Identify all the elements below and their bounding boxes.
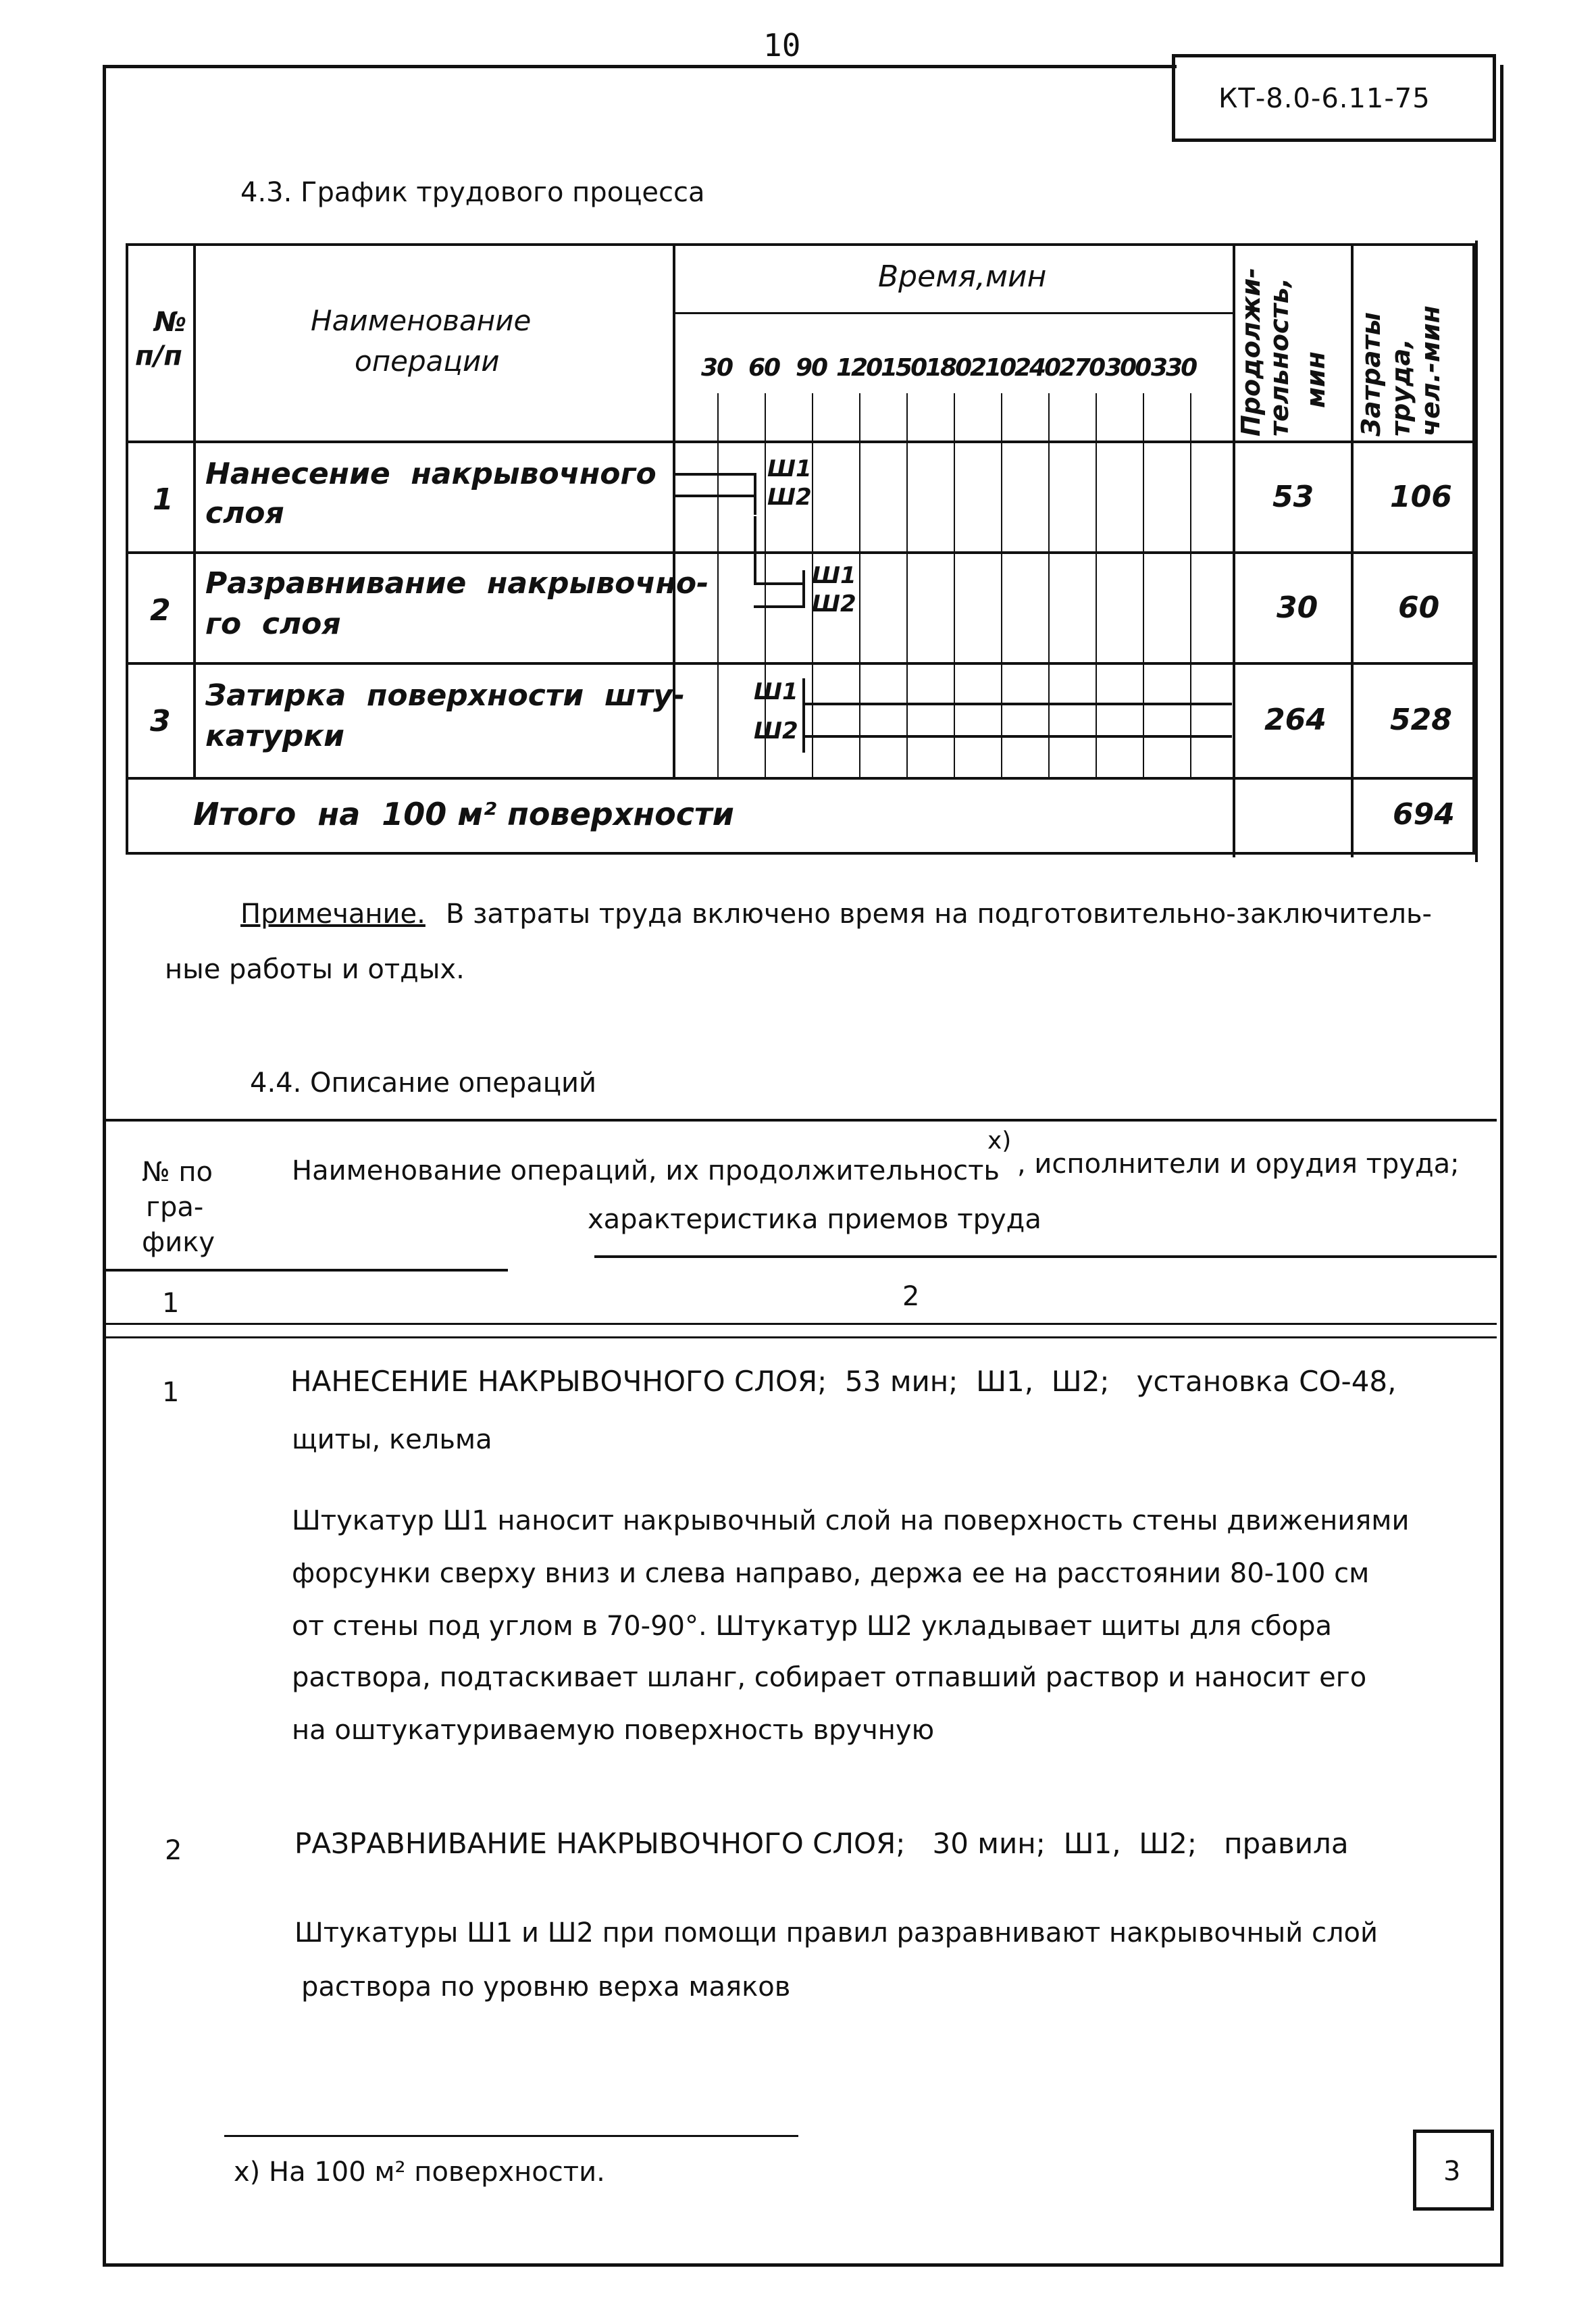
col-labor-line3: чел.-мин — [1416, 305, 1445, 436]
op-title-line2: щиты, кельма — [292, 1424, 492, 1455]
col-num-top: № — [154, 307, 187, 338]
op-number: 2 — [165, 1835, 182, 1866]
gantt-bar-row2-w2 — [754, 605, 805, 608]
ops-col1-header-line2: гра- — [146, 1192, 204, 1223]
gantt-bar-row3-w2 — [802, 735, 1232, 738]
row-duration: 53 — [1272, 480, 1314, 514]
row-name-line1: Нанесение накрывочного — [205, 457, 657, 491]
doc-code: КТ-8.0-6.11-75 — [1218, 83, 1431, 114]
page-number: 10 — [763, 27, 801, 64]
row-duration: 264 — [1264, 703, 1327, 737]
worker-label: Ш1 — [812, 562, 856, 589]
row-labor: 106 — [1390, 480, 1452, 514]
footnote: x) На 100 м² поверхности. — [234, 2157, 605, 2188]
frame-top-line — [103, 65, 1177, 68]
time-tick: 60 — [748, 354, 780, 382]
row-number: 2 — [150, 593, 171, 628]
doc-code-box — [1172, 54, 1496, 142]
row-name-line2: катурки — [205, 719, 344, 753]
worker-label: Ш1 — [754, 678, 798, 705]
op-text-line: на оштукатуриваемую поверхность вручную — [292, 1715, 935, 1746]
time-tick: 150 — [881, 354, 926, 382]
op-text-line: форсунки сверху вниз и слева направо, держа ее на расстоянии 80-100 см — [292, 1558, 1370, 1589]
time-tick: 180 — [925, 354, 971, 382]
op-text-line: Штукатуры Ш1 и Ш2 при помощи правил разравнивают накрывочный слой — [294, 1917, 1379, 1948]
time-tick: 210 — [970, 354, 1015, 382]
row-name-line2: го слоя — [205, 607, 341, 641]
col-labor-line1: Затраты — [1356, 312, 1386, 436]
gantt-bar-row1-w1 — [675, 473, 756, 476]
time-tick: 240 — [1014, 354, 1060, 382]
worker-label: Ш2 — [812, 590, 856, 618]
ops-col2-header-line1: Наименование операций, их продолжительность — [292, 1155, 1000, 1186]
schedule-table — [126, 243, 1475, 855]
total-label: Итого на 100 м² поверхности — [193, 796, 734, 832]
row-labor: 60 — [1398, 590, 1440, 625]
section-44-title: 4.4. Описание операций — [250, 1067, 597, 1099]
time-tick: 270 — [1059, 354, 1104, 382]
op-text-line: раствора, подтаскивает шланг, собирает отпавший раствор и наносит его — [292, 1662, 1367, 1693]
worker-label: Ш2 — [767, 484, 812, 511]
ops-col-index-2: 2 — [902, 1281, 920, 1312]
col-labor-line2: труда, — [1386, 338, 1416, 436]
ops-col1-header-line1: № по — [142, 1157, 213, 1188]
ops-col1-header-line3: фику — [142, 1227, 215, 1258]
row-duration: 30 — [1277, 590, 1318, 625]
op-text-line: Штукатур Ш1 наносит накрывочный слой на поверхность стены движениями — [292, 1505, 1410, 1536]
col-duration-line2: тельность, — [1264, 277, 1294, 436]
col-name-line2: операции — [355, 345, 500, 378]
op-text-line: раствора по уровню верха маяков — [301, 1971, 791, 2003]
op-title: НАНЕСЕНИЕ НАКРЫВОЧНОГО СЛОЯ; 53 мин; Ш1, Ш2; установка СО-48, — [290, 1365, 1397, 1398]
col-duration-line3: мин — [1301, 351, 1331, 408]
row-labor: 528 — [1390, 703, 1452, 737]
note-label: Примечание. — [240, 899, 426, 930]
gantt-bar-row2-w1 — [754, 582, 805, 585]
row-name-line2: слоя — [205, 496, 284, 530]
col-time-header: Время,мин — [878, 259, 1047, 294]
ops-col2-header-line1b: , исполнители и орудия труда; — [1017, 1149, 1460, 1180]
time-tick: 30 — [701, 354, 733, 382]
op-text-line: от стены под углом в 70-90°. Штукатур Ш2 укладывает щиты для сбора — [292, 1611, 1332, 1642]
row-name-line1: Разравнивание накрывочно- — [205, 566, 709, 601]
section-43-title: 4.3. График трудового процесса — [240, 177, 705, 208]
time-tick: 300 — [1105, 354, 1150, 382]
gantt-bar-row3-w1 — [802, 703, 1232, 705]
row-name-line1: Затирка поверхности шту- — [205, 678, 686, 713]
footnote-rule — [224, 2135, 798, 2137]
row-number: 1 — [153, 482, 174, 517]
time-tick: 120 — [836, 354, 881, 382]
total-value: 694 — [1393, 797, 1455, 832]
col-name-line1: Наименование — [311, 304, 532, 337]
note-line2: ные работы и отдых. — [165, 954, 465, 985]
op-title: РАЗРАВНИВАНИЕ НАКРЫВОЧНОГО СЛОЯ; 30 мин; Ш1, Ш2; правила — [294, 1827, 1349, 1860]
worker-label: Ш2 — [754, 718, 798, 745]
ops-col-index-1: 1 — [162, 1288, 180, 1319]
time-tick: 90 — [796, 354, 827, 382]
col-num-bottom: п/п — [135, 341, 182, 372]
sheet-number: 3 — [1443, 2156, 1461, 2187]
ops-col2-header-line2: характеристика приемов труда — [588, 1204, 1041, 1235]
note-line1: В затраты труда включено время на подготовительно-заключитель- — [446, 899, 1432, 930]
worker-label: Ш1 — [767, 455, 812, 482]
sheet-number-box — [1413, 2130, 1494, 2211]
time-tick: 330 — [1151, 354, 1196, 382]
row-number: 3 — [150, 704, 171, 738]
op-number: 1 — [162, 1377, 180, 1408]
col-duration-line1: Продолжи- — [1236, 268, 1266, 436]
gantt-bar-row1-w2 — [675, 495, 756, 497]
ops-col2-header-sup: x) — [987, 1127, 1012, 1155]
